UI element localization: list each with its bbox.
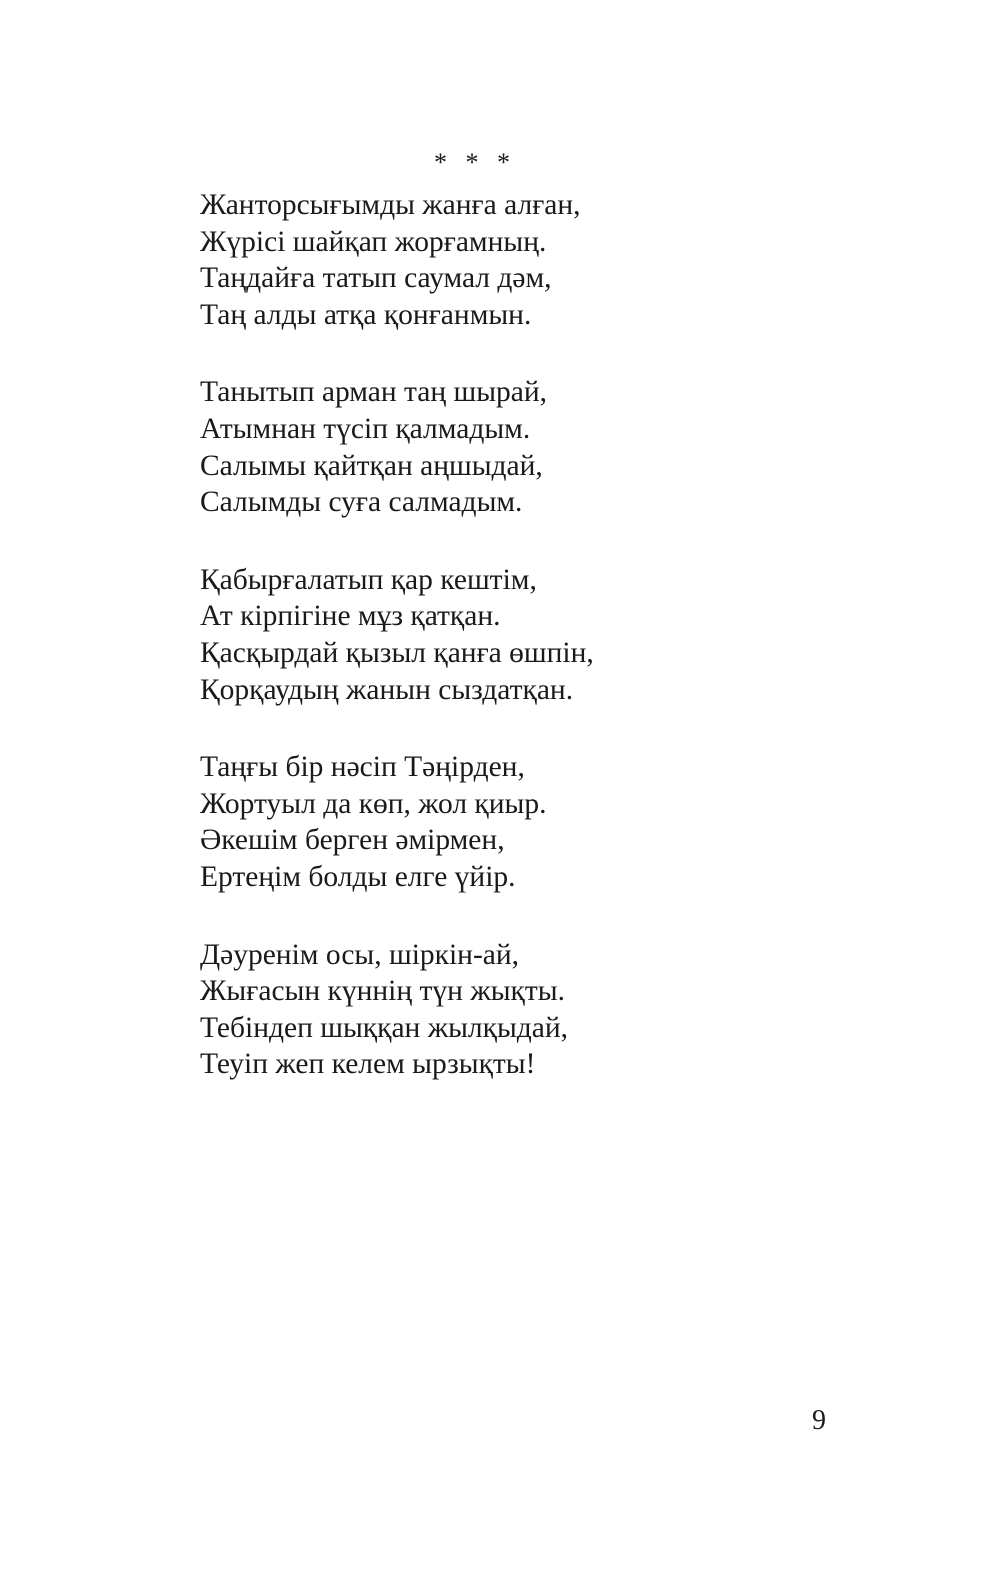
poem-line: Таңғы бір нәсіп Тәңірден, <box>200 751 525 784</box>
poem-line: Таң алды атқа қонғанмын. <box>200 298 532 331</box>
stanza-1 <box>200 187 900 333</box>
poem-line: Дәуренім осы, шіркін-ай, <box>200 938 520 971</box>
poem-line: Жанторсығымды жанға алған, <box>200 189 581 221</box>
poem-line: Таңдайға татып саумал дәм, <box>200 262 552 295</box>
poem-line: Жығасын күннің түн жықты. <box>200 975 565 1008</box>
stanza-5 <box>200 937 900 1083</box>
poem-line: Қасқырдай қызыл қанға өшпін, <box>200 636 594 669</box>
section-separator: * * * <box>434 148 516 177</box>
poem-line: Әкешім берген әмірмен, <box>200 824 505 857</box>
poem-line: Танытып арман таң шырай, <box>200 376 548 409</box>
poem <box>200 187 900 1124</box>
stanza-2 <box>200 374 900 520</box>
poem-line: Қабырғалатып қар кештім, <box>200 563 537 596</box>
stanza-4 <box>200 749 900 895</box>
poem-line: Салымды суға салмадым. <box>200 486 523 519</box>
poem-line: Атымнан түсіп қалмадым. <box>200 412 531 445</box>
poem-line: Қорқаудың жанын сыздатқан. <box>200 673 574 706</box>
poem-line: Ат кірпігіне мұз қатқан. <box>200 600 501 633</box>
poem-line: Салымы қайтқан аңшыдай, <box>200 449 543 482</box>
page-number: 9 <box>812 1405 826 1436</box>
poem-line: Жүрісі шайқап жорғамның. <box>200 225 547 258</box>
poem-line: Тебіндеп шыққан жылқыдай, <box>200 1011 569 1044</box>
poem-line: Теуіп жеп келем ырзықты! <box>200 1048 536 1081</box>
poem-line: Ертеңім болды елге үйір. <box>200 860 516 893</box>
stanza-3 <box>200 562 900 708</box>
poem-line: Жортуыл да көп, жол қиыр. <box>200 787 547 820</box>
